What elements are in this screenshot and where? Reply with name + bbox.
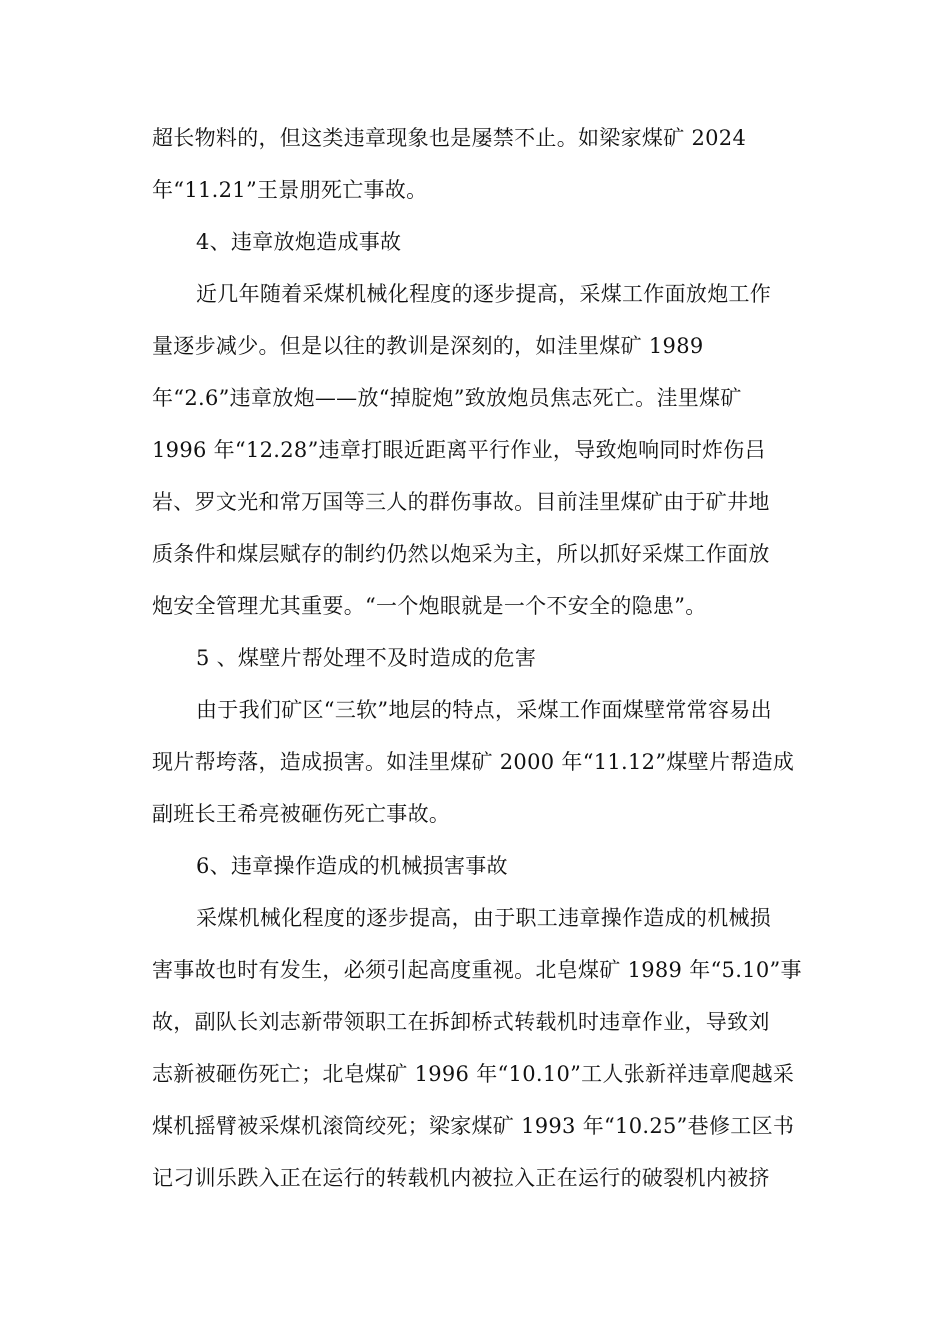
paragraph-line-2: 由于我们矿区“三软”地层的特点，采煤工作面煤壁常常容易出 (196, 698, 772, 722)
text-line-21: 记刁训乐跌入正在运行的转载机内被拉入正在运行的破裂机内被挤 (152, 1166, 770, 1190)
paragraph-line-3: 采煤机械化程度的逐步提高，由于职工违章操作造成的机械损 (196, 906, 772, 930)
text-line-20: 煤机摇臂被采煤机滚筒绞死；梁家煤矿 1993 年“10.25”巷修工区书 (152, 1114, 795, 1138)
text-line-19: 志新被砸伤死亡；北皂煤矿 1996 年“10.10”工人张新祥违章爬越采 (152, 1062, 795, 1086)
text-line-8: 岩、罗文光和常万国等三人的群伤事故。目前洼里煤矿由于矿井地 (152, 490, 770, 514)
text-line-5: 量逐步减少。但是以往的教训是深刻的，如洼里煤矿 1989 (152, 334, 704, 358)
text-line-14: 副班长王希亮被砸伤死亡事故。 (152, 802, 451, 826)
text-line-9: 质条件和煤层赋存的制约仍然以炮采为主，所以抓好采煤工作面放 (152, 542, 770, 566)
section-heading-5: 5 、煤壁片帮处理不及时造成的危害 (196, 646, 537, 670)
text-line-17: 害事故也时有发生，必须引起高度重视。北皂煤矿 1989 年“5.10”事 (152, 958, 802, 982)
text-line-13: 现片帮垮落，造成损害。如洼里煤矿 2000 年“11.12”煤壁片帮造成 (152, 750, 795, 774)
text-line-10: 炮安全管理尤其重要。“一个炮眼就是一个不安全的隐患”。 (152, 594, 707, 618)
section-heading-4: 4、违章放炮造成事故 (196, 230, 402, 254)
text-line-2: 年“11.21”王景朋死亡事故。 (152, 178, 428, 202)
text-line-6: 年“2.6”违章放炮——放“掉腚炮”致放炮员焦志死亡。洼里煤矿 (152, 386, 742, 410)
text-line-18: 故，副队长刘志新带领职工在拆卸桥式转载机时违章作业，导致刘 (152, 1010, 770, 1034)
section-heading-6: 6、违章操作造成的机械损害事故 (196, 854, 508, 878)
text-line-7: 1996 年“12.28”违章打眼近距离平行作业，导致炮响同时炸伤吕 (152, 438, 766, 462)
paragraph-line-1: 近几年随着采煤机械化程度的逐步提高，采煤工作面放炮工作 (196, 282, 772, 306)
text-line-1: 超长物料的，但这类违章现象也是屡禁不止。如梁家煤矿 2024 (152, 126, 747, 150)
